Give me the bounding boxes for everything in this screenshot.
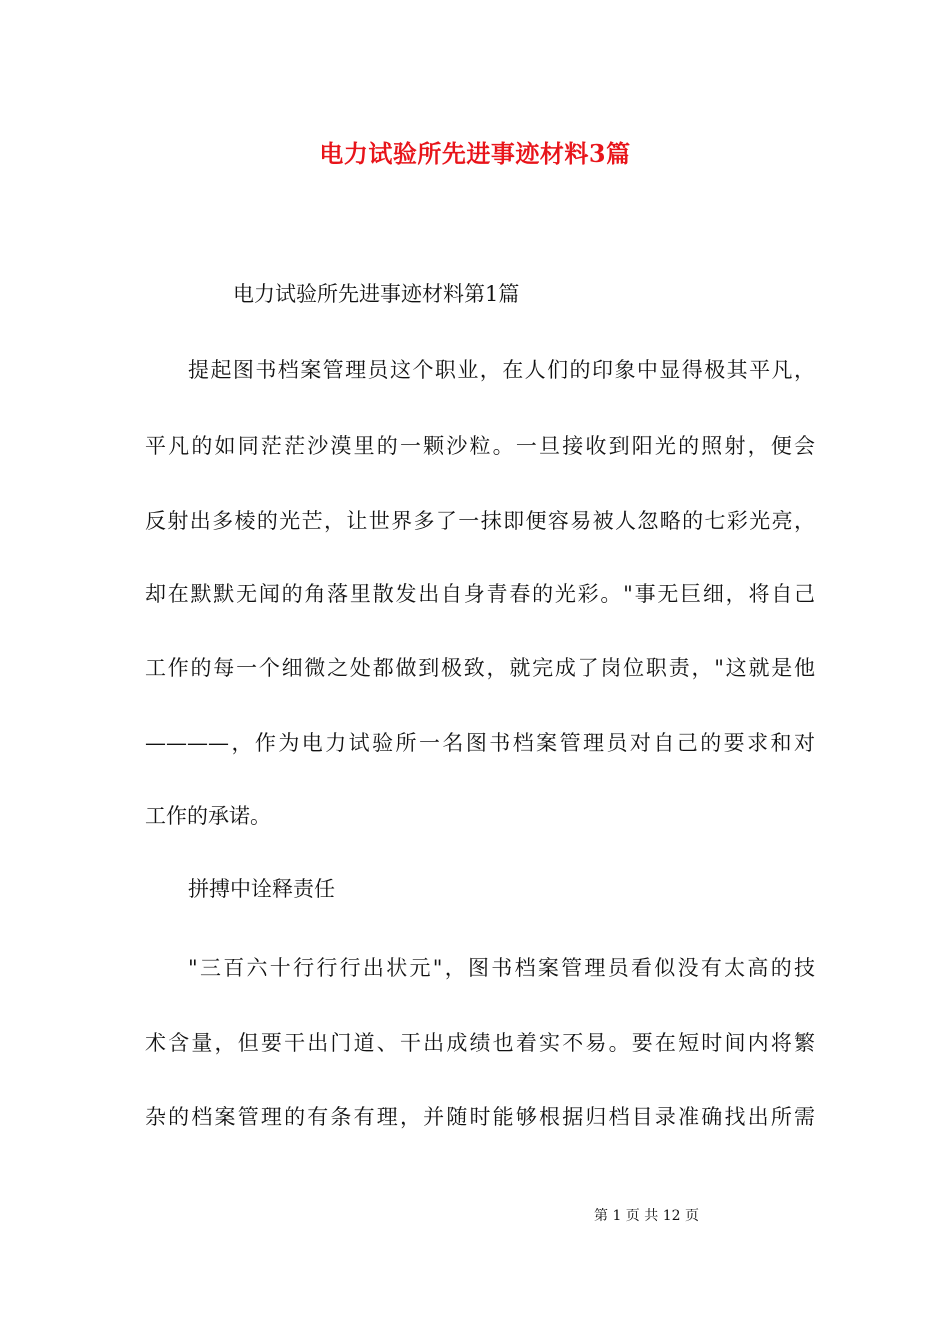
- document-subtitle: 电力试验所先进事迹材料第1篇: [233, 282, 520, 306]
- paragraph-line: 术含量，但要干出门道、干出成绩也着实不易。要在短时间内将繁: [145, 1031, 815, 1055]
- paragraph-line: 却在默默无闻的角落里散发出自身青春的光彩。"事无巨细，将自己: [145, 582, 815, 606]
- paragraph-line: ————，作为电力试验所一名图书档案管理员对自己的要求和对: [145, 731, 815, 755]
- paragraph-line: 提起图书档案管理员这个职业，在人们的印象中显得极其平凡，: [188, 358, 815, 382]
- paragraph-line: 平凡的如同茫茫沙漠里的一颗沙粒。一旦接收到阳光的照射，便会: [145, 434, 815, 458]
- document-title: 电力试验所先进事迹材料3篇: [319, 139, 631, 168]
- paragraph-line: 反射出多棱的光芒，让世界多了一抹即便容易被人忽略的七彩光亮，: [145, 509, 815, 533]
- paragraph-line: 杂的档案管理的有条有理，并随时能够根据归档目录准确找出所需: [145, 1105, 815, 1129]
- paragraph-line: 工作的每一个细微之处都做到极致，就完成了岗位职责，"这就是他: [145, 656, 815, 680]
- page-number-footer: 第 1 页 共 12 页: [594, 1208, 699, 1224]
- section-heading: 拼搏中诠释责任: [188, 877, 335, 901]
- paragraph-line: "三百六十行行行出状元"，图书档案管理员看似没有太高的技: [188, 956, 815, 980]
- paragraph-line: 工作的承诺。: [145, 804, 271, 828]
